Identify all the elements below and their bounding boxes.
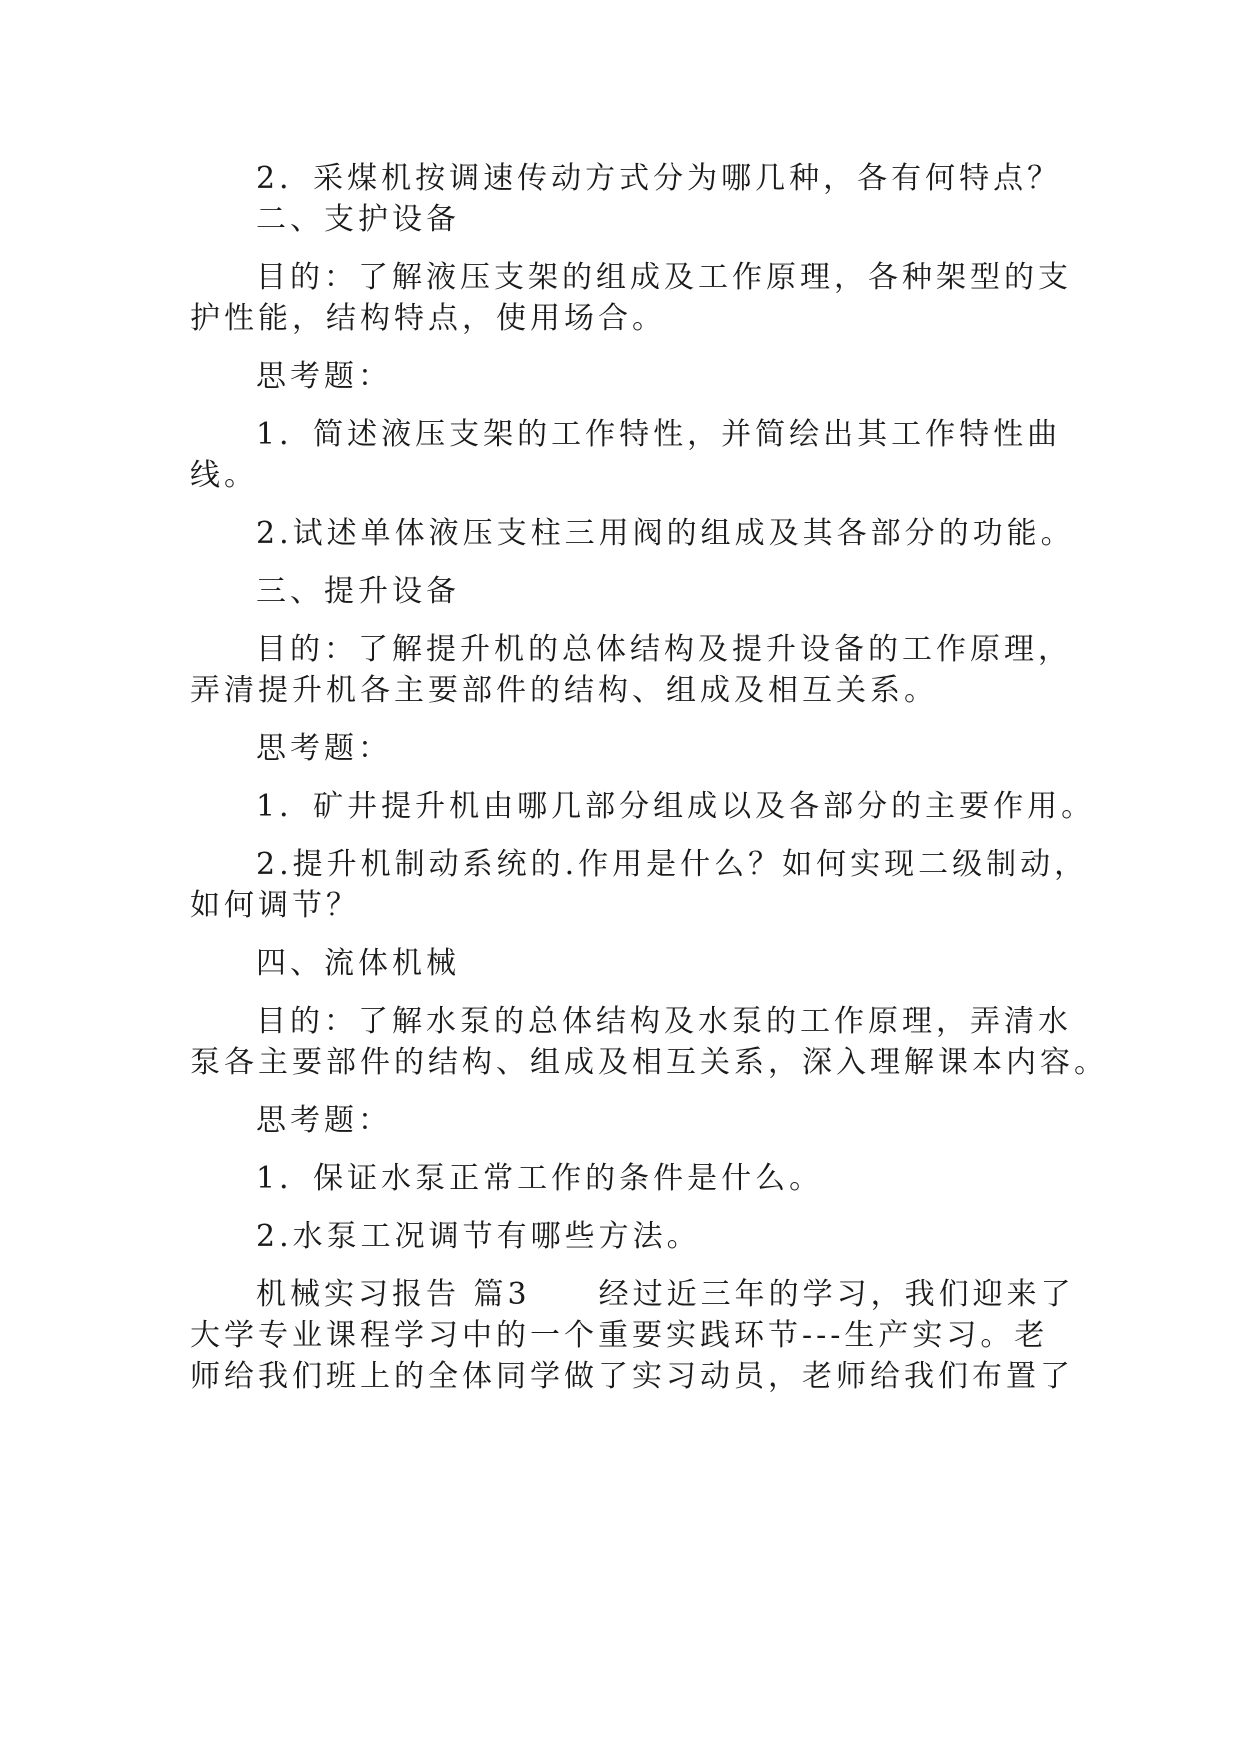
label-questions: 思考题：	[256, 359, 392, 394]
label-questions: 思考题：	[256, 731, 392, 766]
line-q2-hoist-1: 2.提升机制动系统的.作用是什么？如何实现二级制动，	[256, 847, 1089, 882]
heading-fluid-machinery: 四、流体机械	[256, 946, 460, 981]
line-purpose-pump-1: 目的：了解水泵的总体结构及水泵的工作原理，弄清水	[256, 1004, 1072, 1039]
line-purpose-pump-2: 泵各主要部件的结构、组成及相互关系，深入理解课本内容。	[190, 1045, 1108, 1080]
line-q1-hoist: 1．矿井提升机由哪几部分组成以及各部分的主要作用。	[256, 789, 1096, 824]
line-purpose-hoist-1: 目的：了解提升机的总体结构及提升设备的工作原理，	[256, 632, 1072, 667]
line-q2-support: 2.试述单体液压支柱三用阀的组成及其各部分的功能。	[256, 516, 1075, 551]
line-q2-shearer: 2．采煤机按调速传动方式分为哪几种，各有何特点？	[256, 161, 1062, 196]
line-q2-hoist-2: 如何调节？	[190, 888, 360, 923]
line-purpose-hoist-2: 弄清提升机各主要部件的结构、组成及相互关系。	[190, 673, 938, 708]
line-purpose-support-1: 目的：了解液压支架的组成及工作原理，各种架型的支	[256, 260, 1072, 295]
line-report-3-intro: 机械实习报告 篇3 经过近三年的学习，我们迎来了	[256, 1277, 1075, 1312]
label-questions: 思考题：	[256, 1103, 392, 1138]
heading-support-equipment: 二、支护设备	[256, 202, 460, 237]
line-purpose-support-2: 护性能，结构特点，使用场合。	[190, 301, 666, 336]
line-q1-support-1: 1．简述液压支架的工作特性，并简绘出其工作特性曲	[256, 417, 1062, 452]
line-q1-support-2: 线。	[190, 458, 258, 493]
line-q2-pump: 2.水泵工况调节有哪些方法。	[256, 1219, 701, 1254]
line-report-3-body-2: 师给我们班上的全体同学做了实习动员，老师给我们布置了	[190, 1359, 1074, 1394]
heading-hoisting-equipment: 三、提升设备	[256, 574, 460, 609]
line-q1-pump: 1．保证水泵正常工作的条件是什么。	[256, 1161, 824, 1196]
line-report-3-body-1: 大学专业课程学习中的一个重要实践环节---生产实习。老	[190, 1318, 1049, 1353]
